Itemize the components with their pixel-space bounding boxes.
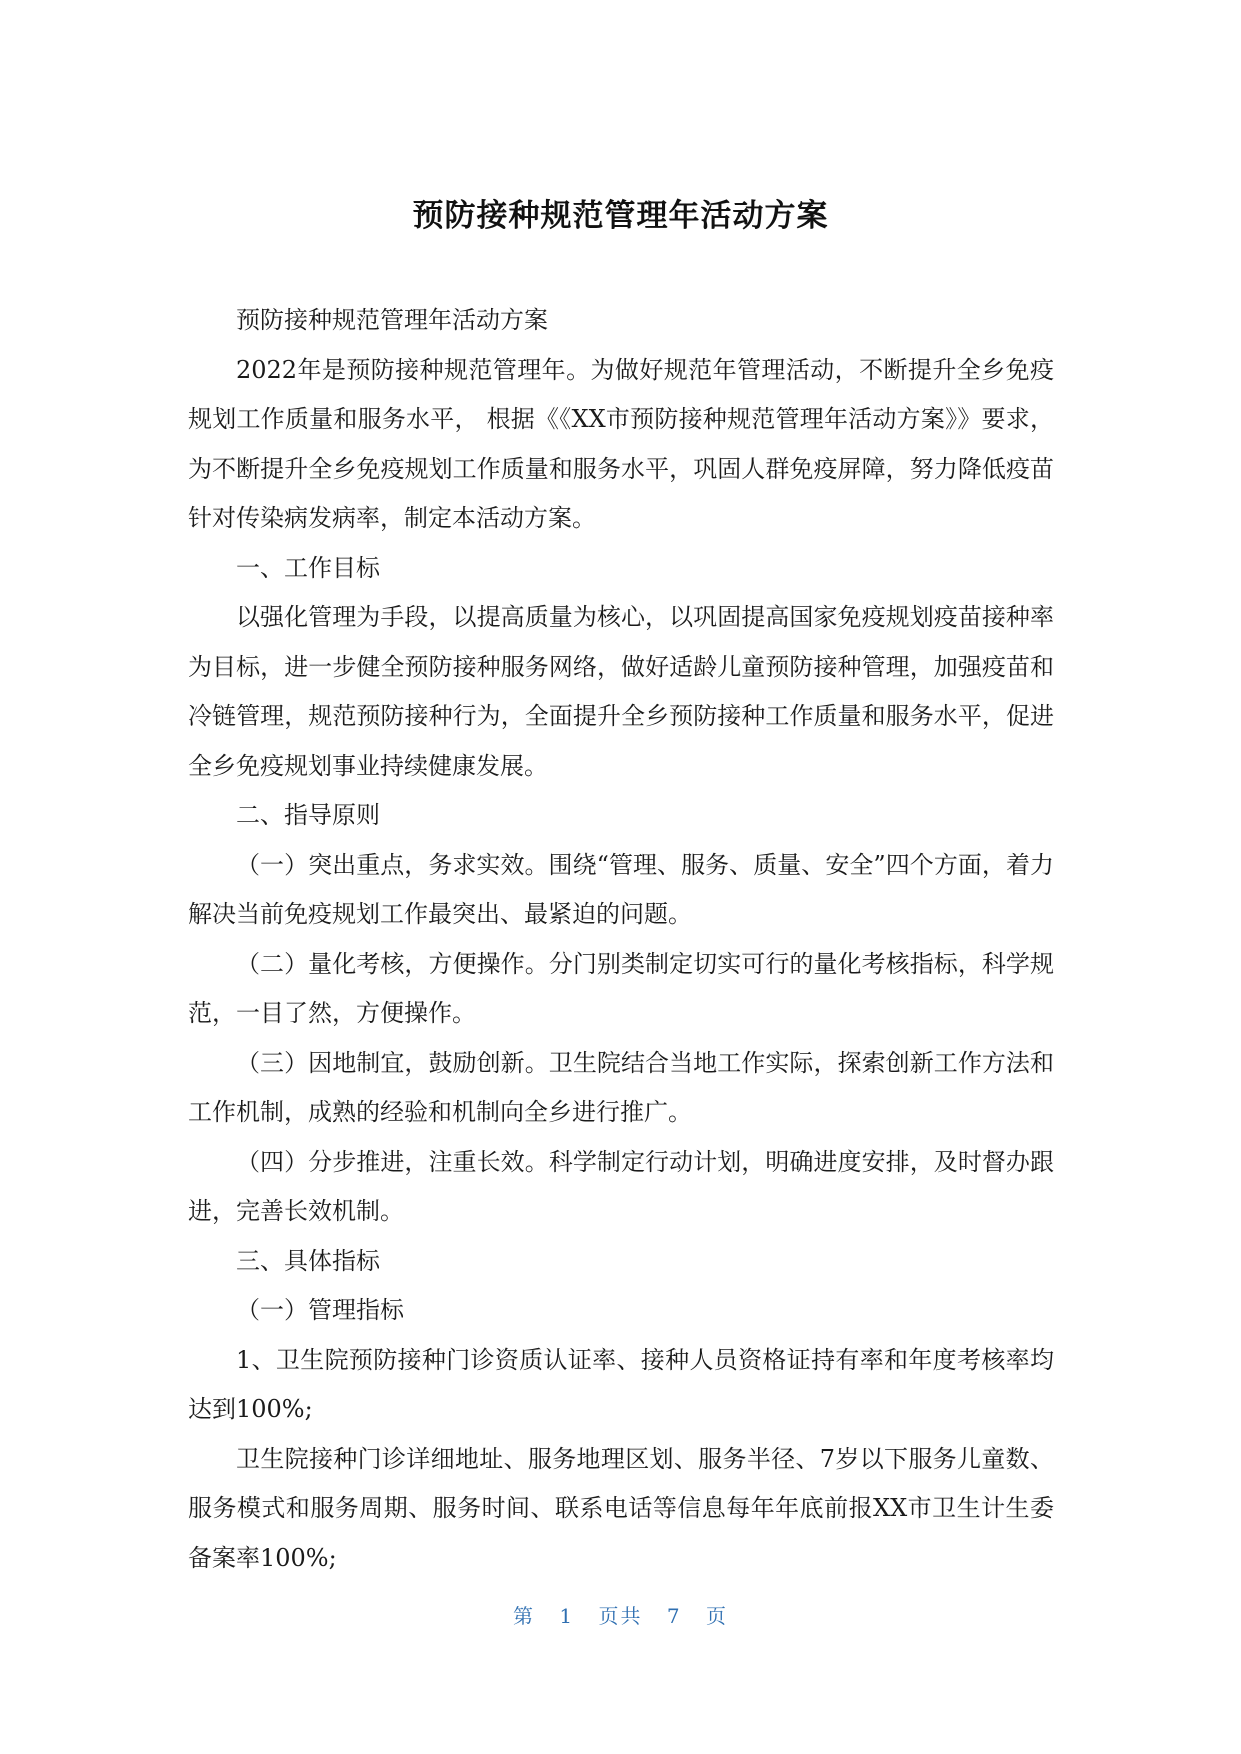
page-footer — [0, 1600, 1241, 1629]
subsection-heading-management: （一）管理指标 — [236, 1296, 404, 1324]
paragraph-indicator-2: 卫生院接种门诊详细地址、服务地理区划、服务半径、7岁以下服务儿童数、服务模式和服务周期、服务时间、联系电话等信息每年年底前报XX市卫生计生委备案率100%; — [188, 1444, 1054, 1572]
paragraph-principle-2: （二）量化考核，方便操作。分门别类制定切实可行的量化考核指标，科学规范，一目了然，方便操作。 — [188, 949, 1054, 1027]
paragraph-principle-3: （三）因地制宜，鼓励创新。卫生院结合当地工作实际，探索创新工作方法和工作机制，成熟的经验和机制向全乡进行推广。 — [188, 1048, 1054, 1126]
footer-page-number: 1 — [559, 1604, 575, 1628]
paragraph-principle-4: （四）分步推进，注重长效。科学制定行动计划，明确进度安排，及时督办跟进，完善长效机制。 — [188, 1147, 1054, 1225]
footer-prefix: 第 — [513, 1604, 536, 1628]
section-heading-principles: 二、指导原则 — [236, 801, 380, 829]
footer-total-pages: 7 — [666, 1604, 682, 1628]
paragraph-subtitle: 预防接种规范管理年活动方案 — [236, 306, 548, 334]
document-body — [188, 296, 1054, 1583]
paragraph-intro: 2022年是预防接种规范管理年。为做好规范年管理活动，不断提升全乡免疫规划工作质量和服务水平， 根据《《XX市预防接种规范管理年活动方案》》要求，为不断提升全乡免疫规划工作质量和服务水平，巩固人群免疫屏障，努力降低疫苗针对传染病发病率，制定本活动方案。 — [188, 355, 1054, 532]
paragraph-indicator-1: 1、卫生院预防接种门诊资质认证率、接种人员资格证持有率和年度考核率均达到100%; — [188, 1345, 1054, 1423]
paragraph-goals: 以强化管理为手段，以提高质量为核心，以巩固提高国家免疫规划疫苗接种率为目标，进一步健全预防接种服务网络，做好适龄儿童预防接种管理，加强疫苗和冷链管理，规范预防接种行为，全面提升全乡预防接种工作质量和服务水平，促进全乡免疫规划事业持续健康发展。 — [188, 603, 1054, 780]
section-heading-goals: 一、工作目标 — [236, 553, 380, 582]
paragraph-principle-1: （一）突出重点，务求实效。围绕“管理、服务、质量、安全”四个方面，着力解决当前免疫规划工作最突出、最紧迫的问题。 — [188, 850, 1054, 928]
footer-middle: 页共 — [598, 1604, 643, 1628]
section-heading-indicators: 三、具体指标 — [236, 1246, 380, 1275]
footer-suffix: 页 — [705, 1604, 728, 1628]
document-title: 预防接种规范管理年活动方案 — [412, 198, 829, 234]
